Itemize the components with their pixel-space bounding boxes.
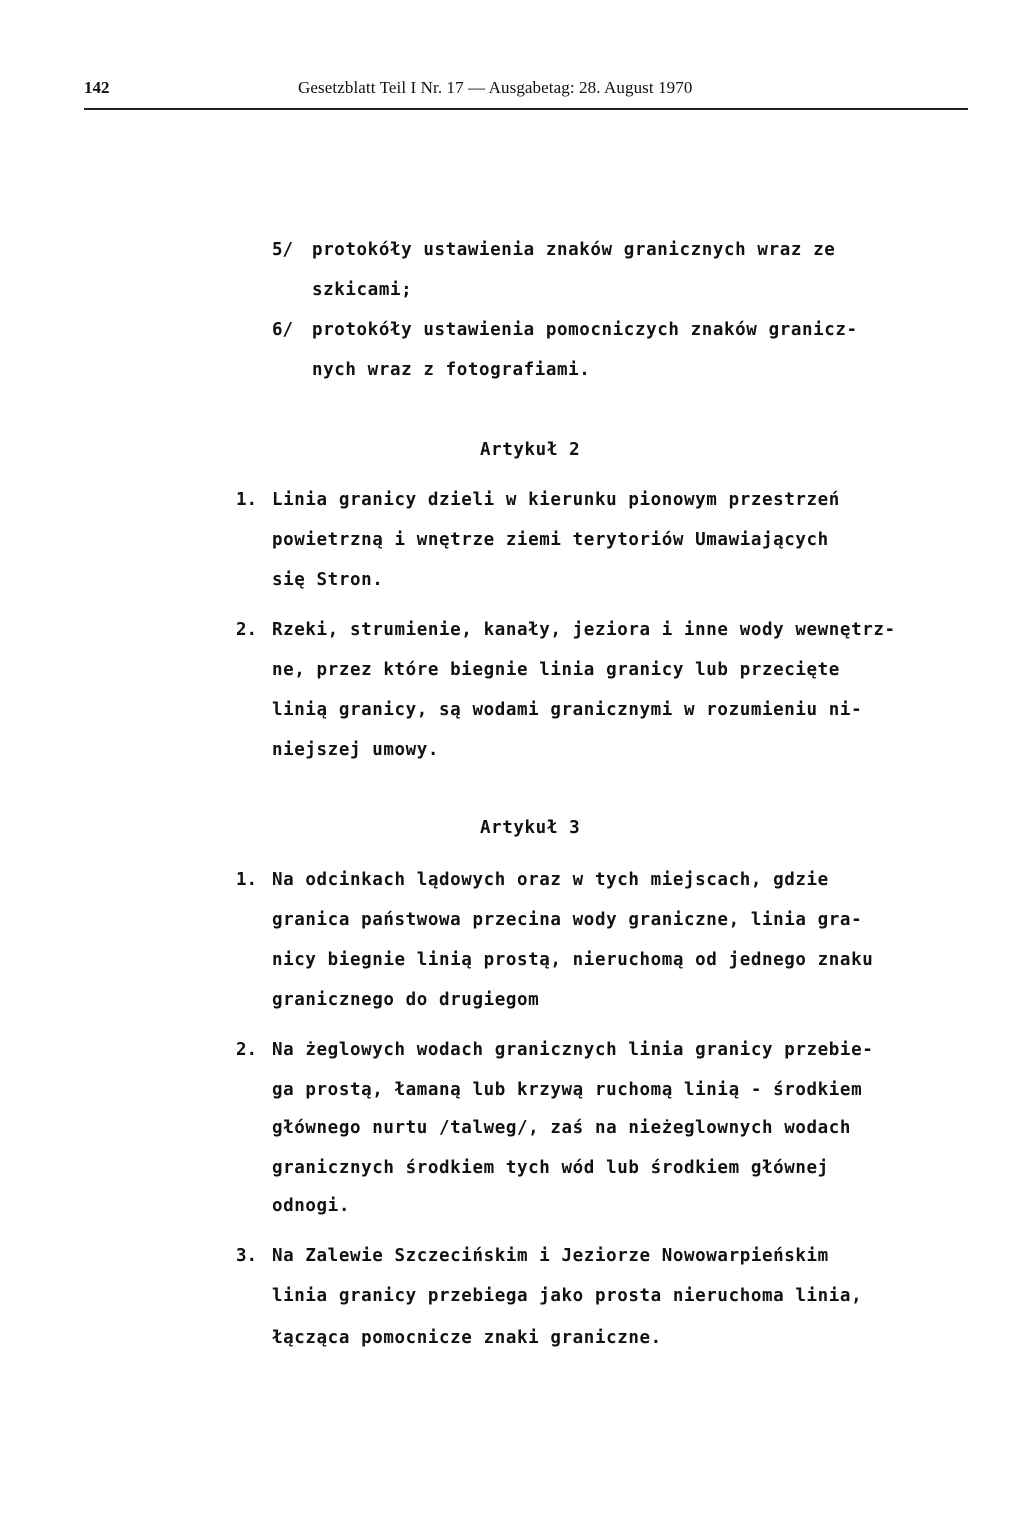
list-item-line: protokóły ustawienia znaków granicznych wraz ze: [312, 240, 836, 260]
paragraph-line: głównego nurtu /talweg/, zaś na nieżeglownych wodach: [272, 1118, 852, 1138]
list-item-line: protokóły ustawienia pomocniczych znaków granicz-: [312, 320, 858, 340]
paragraph-line: Linia granicy dzieli w kierunku pionowym przestrzeń: [272, 490, 840, 510]
page-header: [84, 76, 968, 110]
paragraph-line: linia granicy przebiega jako prosta nieruchoma linia,: [272, 1286, 863, 1306]
paragraph-line: nicy biegnie linią prostą, nieruchomą od jednego znaku: [272, 950, 874, 970]
paragraph-number: 1.: [236, 490, 258, 510]
page-number: 142: [84, 78, 110, 97]
article-heading: Artykuł 2: [480, 440, 581, 460]
paragraph-line: Na odcinkach lądowych oraz w tych miejscach, gdzie: [272, 870, 829, 890]
paragraph-number: 3.: [236, 1246, 258, 1266]
paragraph-number: 1.: [236, 870, 258, 890]
paragraph-line: Na Zalewie Szczecińskim i Jeziorze Nowowarpieńskim: [272, 1246, 829, 1266]
paragraph-line: Na żeglowych wodach granicznych linia granicy przebie-: [272, 1040, 874, 1060]
paragraph-line: linią granicy, są wodami granicznymi w rozumieniu ni-: [272, 700, 863, 720]
list-item-line: nych wraz z fotografiami.: [312, 360, 591, 380]
paragraph-number: 2.: [236, 1040, 258, 1060]
list-item-number: 5/: [272, 240, 294, 260]
header-title: Gesetzblatt Teil I Nr. 17 — Ausgabetag: 28. August 1970: [298, 78, 693, 97]
paragraph-line: odnogi.: [272, 1196, 350, 1216]
paragraph-line: granicznego do drugiegom: [272, 990, 540, 1010]
list-item-line: szkicami;: [312, 280, 413, 300]
article-heading: Artykuł 3: [480, 818, 581, 838]
paragraph-line: łącząca pomocnicze znaki graniczne.: [272, 1328, 662, 1348]
paragraph-line: ne, przez które biegnie linia granicy lub przecięte: [272, 660, 840, 680]
paragraph-line: granicznych środkiem tych wód lub środkiem głównej: [272, 1158, 829, 1178]
paragraph-line: się Stron.: [272, 570, 384, 590]
paragraph-line: Rzeki, strumienie, kanały, jeziora i inne wody wewnętrz-: [272, 620, 896, 640]
list-item-number: 6/: [272, 320, 294, 340]
paragraph-line: niejszej umowy.: [272, 740, 440, 760]
paragraph-line: powietrzną i wnętrze ziemi terytoriów Umawiających: [272, 530, 829, 550]
paragraph-line: ga prostą, łamaną lub krzywą ruchomą linią - środkiem: [272, 1080, 863, 1100]
paragraph-number: 2.: [236, 620, 258, 640]
paragraph-line: granica państwowa przecina wody graniczne, linia gra-: [272, 910, 863, 930]
